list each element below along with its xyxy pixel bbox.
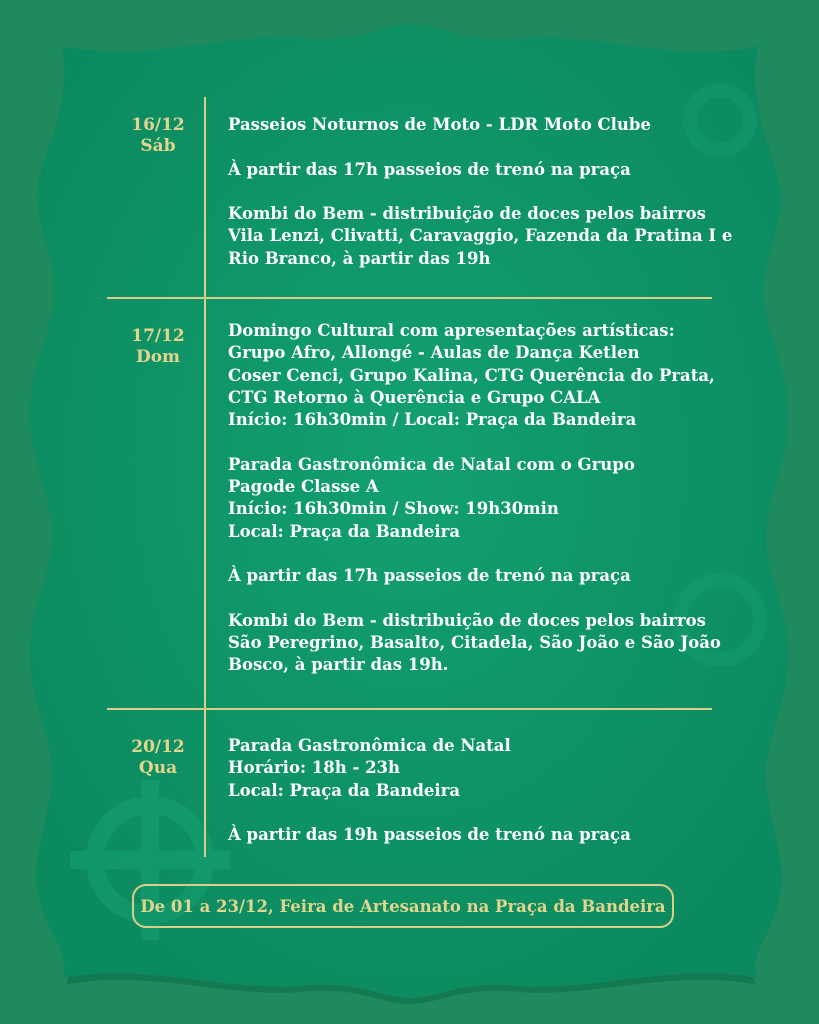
event-item (228, 735, 728, 802)
horizontal-divider-2 (107, 708, 712, 710)
event-line: Vila Lenzi, Clivatti, Caravaggio, Fazenda da Pratina I e (228, 226, 733, 246)
event-line: À partir das 17h passeios de trenó na praça (228, 159, 631, 179)
event-line: Coser Cenci, Grupo Kalina, CTG Querência do Prata, (228, 365, 715, 385)
event-line: Início: 16h30min / Show: 19h30min (228, 499, 559, 519)
footer-banner-text: De 01 a 23/12, Feira de Artesanato na Praça da Bandeira (140, 896, 666, 916)
event-line: Domingo Cultural com apresentações artísticas: (228, 321, 675, 340)
event-line: Kombi do Bem - distribuição de doces pelos bairros (228, 610, 706, 630)
horizontal-divider-1 (107, 297, 712, 299)
event-item (228, 824, 728, 846)
event-line: Início: 16h30min / Local: Praça da Bandeira (228, 410, 637, 430)
event-line: Parada Gastronômica de Natal (228, 736, 511, 755)
event-line: Pagode Classe A (228, 477, 379, 497)
event-line: À partir das 19h passeios de trenó na praça (228, 825, 631, 845)
event-item (228, 320, 728, 431)
event-item (228, 159, 728, 181)
event-line: Grupo Afro, Allongé - Aulas de Dança Ketlen (228, 343, 640, 363)
date-label: 20/12 (131, 737, 185, 757)
date-label: 16/12 (131, 115, 185, 135)
event-item (228, 114, 728, 136)
event-line: CTG Retorno à Querência e Grupo CALA (228, 387, 601, 407)
day-3-events (228, 735, 728, 846)
event-line: Bosco, à partir das 19h. (228, 655, 449, 675)
weekday-label: Dom (135, 347, 181, 367)
footer-banner (132, 884, 674, 928)
day-2-events (228, 320, 728, 677)
event-item (228, 203, 733, 270)
event-line: Rio Branco, à partir das 19h (228, 248, 491, 268)
date-label: 17/12 (131, 326, 185, 346)
event-line: Kombi do Bem - distribuição de doces pelos bairros (228, 204, 706, 224)
day-3-date (108, 737, 208, 779)
event-line: À partir das 17h passeios de trenó na praça (228, 566, 631, 586)
event-line: Horário: 18h - 23h (228, 758, 401, 778)
event-line: Passeios Noturnos de Moto - LDR Moto Clube (228, 115, 651, 134)
weekday-label: Qua (138, 758, 178, 778)
event-line: São Peregrino, Basalto, Citadela, São João e São João (228, 633, 721, 653)
event-line: Local: Praça da Bandeira (228, 521, 461, 541)
day-2-date (108, 326, 208, 368)
event-item (228, 454, 728, 543)
weekday-label: Sáb (140, 136, 176, 156)
day-1-events (228, 114, 733, 270)
event-item (228, 610, 728, 677)
day-1-date (108, 115, 208, 157)
event-item (228, 565, 728, 587)
event-line: Parada Gastronômica de Natal com o Grupo (228, 454, 635, 474)
event-line: Local: Praça da Bandeira (228, 780, 461, 800)
